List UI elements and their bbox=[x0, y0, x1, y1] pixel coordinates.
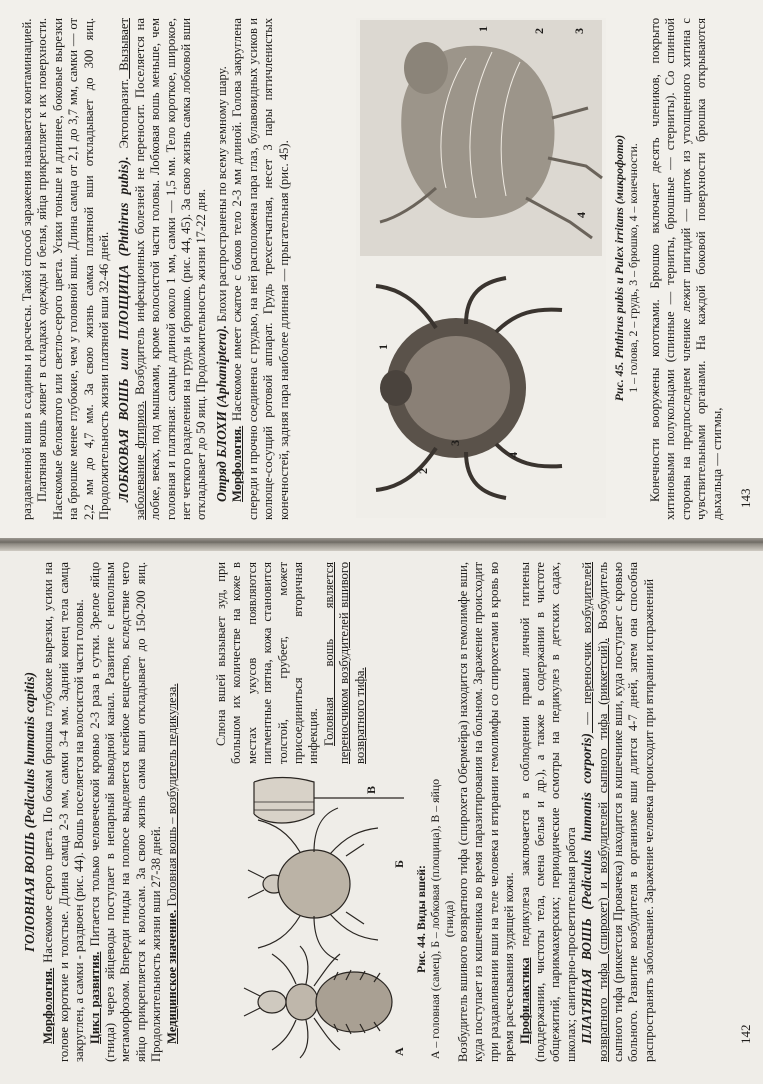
saliva-text: Слюна вшей вызывает зуд, при большом их количестве на коже в местах укусов появляются пигментные пятна, кожа становится толстой, грубеет, может присоединиться вторичная инфекция. bbox=[214, 562, 321, 764]
figure-45-caption-text: 1 – голова, 2 – грудь, 3 – брюшко, 4 – конечности. bbox=[626, 143, 640, 393]
flea-morphology-paragraph bbox=[230, 18, 292, 520]
body-louse-text: Возбудитель сыпного тифа (риккетсия Провачека) находится в кишечнике вши, куда поступает с кровью больного. Развитие возбудителя в организме вши длится 4-7 дней, затем она способна распространять заболевание. Заражение человека происходит при втирании испражнений bbox=[595, 562, 656, 1062]
prophylaxis-label: Профилактика bbox=[517, 957, 532, 1044]
crab-louse-ectoparasite: Эктопаразит. bbox=[117, 78, 132, 157]
flea-order-text: Блохи распространены по всему земному шару. bbox=[214, 66, 229, 325]
figure-45-photos bbox=[356, 18, 606, 518]
crab-louse-disease: Вызывает заболевание фтириоз. bbox=[117, 18, 147, 520]
head-louse-cycle bbox=[88, 562, 165, 1062]
figure-44 bbox=[214, 774, 410, 1064]
page-143 bbox=[0, 0, 763, 538]
figure-44-caption-title: Рис. 44. Виды вшей: bbox=[414, 865, 428, 973]
flea-morphology-text: Насекомое имеет сжатое с боков тело 2-3 мм длиной. Голова закруглена спереди и прочно соединена с грудью, на ней расположена пара глаз, булавовидных усиков и колюще-сосущий ротовой аппарат. Грудь трехсетчатная, несет 3 пары пятичленистых конечностей, задняя пара наиболее длинная — прыгательная (рис. 45). bbox=[230, 18, 291, 520]
flea-morphology-label: Морфология. bbox=[230, 425, 245, 502]
crab-louse-title-latin: (Phthirus pubis). bbox=[116, 156, 132, 257]
figure-45 bbox=[356, 18, 606, 518]
left-text-top bbox=[22, 562, 180, 1062]
medical-text-underlined: Головная вошь – возбудитель педикулеза. bbox=[164, 683, 179, 910]
crab-louse-text: Возбудитель инфекционных болезней не переносит. Поселяется на лобке, веках, под мышками, кроме волосистой части головы. Лобковая вошь меньше, чем головная и платяная: самцы длиной около 1 мм, самки — 1,5 мм. Тело короткое, широкое, нет четкого разделения на грудь и брюшко. (рис. 44, 45). За свою жизнь самка лобковой вши откладывает до 50 яиц. Продолжительность жизни 17-22 дня. bbox=[132, 18, 209, 520]
figure-44-drawing bbox=[214, 774, 410, 1064]
crab-louse-title-main: ЛОБКОВАЯ ВОШЬ или ПЛОЩИЦА bbox=[116, 256, 132, 502]
figure-45-caption-title: Рис. 45. Phthirus pubis и Pulex irritans (микрофото) bbox=[612, 134, 626, 402]
body-louse-paragraph bbox=[579, 562, 657, 1062]
fig45-right-label-1: 1 bbox=[476, 26, 490, 32]
body-louse-description: Платяная вошь живет в складках одежды и белья, яйца прикрепляет к их поверхности. Насекомые беловатого или светло-серого цвета. Усики тоньше и длиннее, боковые вырезки на брюшке менее глубокие, чем у головной вши. Длина самца от 2,1 до 3,7 мм, самки — от 2,2 мм до 4,7 мм. За свою жизнь самка платяной вши откладывает до 300 яиц. Продолжительность жизни платяной вши 32-46 дней. bbox=[35, 18, 112, 520]
crab-louse-paragraph bbox=[116, 18, 209, 520]
cycle-label: Цикл развития. bbox=[87, 951, 102, 1044]
page-142 bbox=[0, 549, 763, 1084]
vector-text-underlined: Головная вошь является переносчиком возбудителей вшивого возвратного тифа. bbox=[321, 562, 367, 764]
cycle-text: Питается только человеческой кровью 2-3 раза в сутки. Зрелое яйцо (гнида) через яйцеводы поступает в непарный выводной канал. Развитие с неполным метаморфозом. Впереди гниды на полюсе выделяется клейкое вещество, вследствие чего яйцо прикрепляется к волосам. За свою жизнь самка вши откладывает до 150-200 яиц. Продолжительность жизни вши 27-38 дней. bbox=[87, 562, 164, 1062]
head-louse-title-latin: (Pediculus humanis capitis) bbox=[22, 671, 37, 829]
prophylaxis-text: педикулеза заключается в соблюдении правил личной гигиены (поддержании, чистоты тела, смена белья и др.), а также в содержании в чистоте общежитий, парикмахерских; периодические осмотры на педикулез в детских садах, школах; санитарно-просветительная работа bbox=[517, 562, 578, 1062]
fig45-right-label-2: 2 bbox=[532, 28, 546, 34]
vector-text: Возбудитель вшивого возвратного тифа (спирохета Обермейра) находится в гемолимфе вши, куда поступает из кишечника во время паразитирования на больном. Заражение происходит при раздавливании вши на теле человека и втирании гемолимфы со спирохетами в кровь во время расчесывания зудящей кожи. bbox=[456, 562, 517, 1062]
page-number-left: 142 bbox=[738, 1024, 753, 1044]
fig45-left-label-2: 2 bbox=[416, 468, 430, 474]
body-louse-vector-text: — переносчик возбудителей возвратного тифа (спирохет) и возбудителей сыпного тифа (риккетсий). bbox=[580, 561, 610, 1062]
fig44-label-a: А bbox=[392, 1047, 406, 1056]
fig45-left-label-3: 3 bbox=[448, 440, 462, 446]
right-text-bottom bbox=[648, 18, 725, 520]
medical-label: Медицинское значение. bbox=[164, 909, 179, 1044]
vector-paragraph bbox=[322, 562, 368, 764]
page-number-right: 143 bbox=[738, 488, 753, 508]
fig44-label-c: В bbox=[364, 785, 378, 794]
head-louse-title bbox=[22, 562, 38, 1062]
figure-45-caption bbox=[612, 18, 640, 518]
fig44-label-b: Б bbox=[392, 860, 406, 868]
morphology-text: Насекомое серого цвета. По бокам брюшка глубокие вырезки, усики на голове короткие и толстые. Длина самца 2-3 мм, самки 3-4 мм. Задний конец тела самца закруглен, а самки - раздвоен (рис. 44). Вошь поселяется на волосистой части головы. bbox=[41, 562, 87, 1062]
right-text-top bbox=[20, 18, 292, 520]
figure-44-caption-text: А – головная (самец), Б – лобковая (площица), В – яйцо (гнида) bbox=[428, 778, 456, 1060]
left-text-column bbox=[214, 562, 368, 764]
limbs-text: Конечности вооружены коготками. Брюшко включает десять члеников, покрыто хитиновыми полукольцами (спинные — терниты, брюшные — стерниты). Со спинной стороны на предпоследнем членике лежит пигидий — щиток из утолщенного хитина с чувствительными органами. На каждой боковой поверхности брюшка открываются дыхальца — стигмы, bbox=[648, 18, 724, 520]
head-louse-title-main: ГОЛОВНАЯ ВОШЬ bbox=[22, 828, 37, 953]
body-louse-title-latin: (Pediculus humanis corporis) bbox=[579, 733, 595, 910]
figure-44-caption bbox=[414, 774, 456, 1064]
flea-order-paragraph bbox=[214, 18, 230, 520]
flea-order-latin: (Aphaniptera). bbox=[213, 324, 229, 408]
head-louse-medical bbox=[165, 562, 180, 1062]
head-louse-morphology bbox=[41, 562, 87, 1062]
fig45-left-label-1: 1 bbox=[376, 344, 390, 350]
flea-order-title: Отряд БЛОХИ bbox=[213, 407, 229, 502]
contamination-text: раздавленной вши в ссадины и расчесы. Такой способ заражения называется контаминацией. bbox=[20, 18, 34, 520]
body-louse-title-main: ПЛАТЯНАЯ ВОШЬ bbox=[579, 909, 595, 1044]
fig45-right-label-3: 3 bbox=[572, 28, 586, 34]
left-text-bottom bbox=[456, 562, 657, 1062]
fig45-right-label-4: 4 bbox=[574, 212, 588, 218]
prophylaxis-paragraph bbox=[518, 562, 580, 1062]
fig45-left-label-4: 4 bbox=[506, 452, 520, 458]
morphology-label: Морфология. bbox=[41, 967, 56, 1044]
